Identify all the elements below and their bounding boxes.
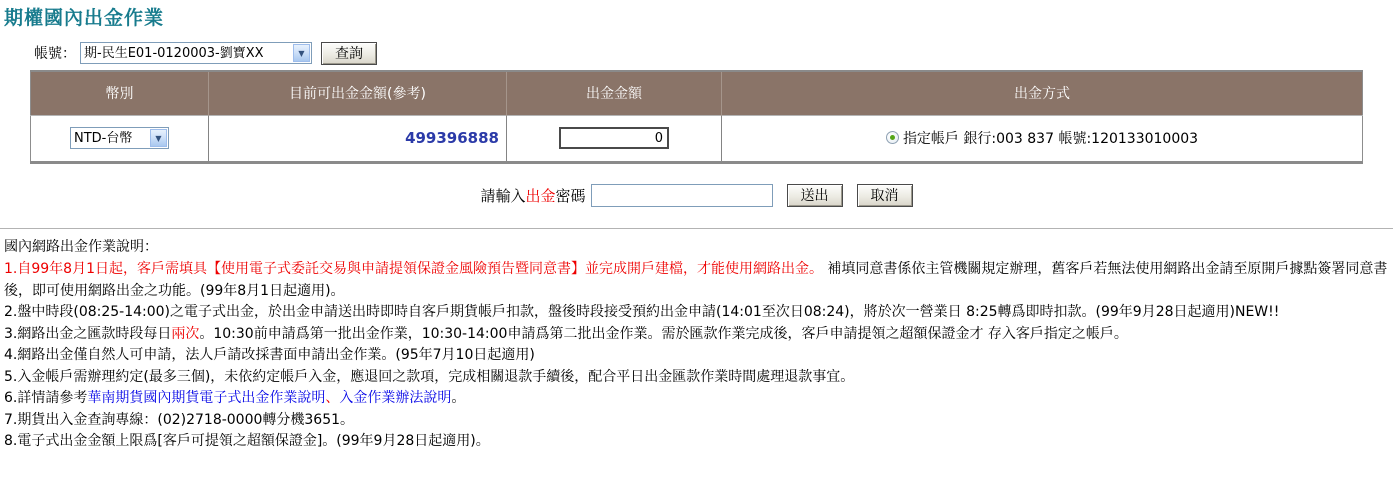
currency-select[interactable] [71,128,168,148]
note-item-3 [4,324,1390,346]
notes-list [4,259,1390,453]
col-header-available-amount: 目前可出金金額(參考) [209,71,507,115]
note-text: 5.入金帳戶需辦理約定(最多三個)，未依約定帳戶入金，應退回之款項，完成相關退款手續後，配合平日出金匯款作業時間處理退款事宜。 [4,368,855,385]
currency-select-wrap [70,127,169,149]
password-label [480,185,585,206]
currency-cell [31,115,209,162]
table-header-row [31,71,1363,115]
note-text: 兩次 [171,325,200,342]
note-item-5 [4,367,1390,389]
withdraw-amount-cell [507,115,722,162]
note-text: 8.電子式出金金額上限爲[客戶可提領之超額保證金]。(99年9月28日起適用)。 [4,433,490,449]
note-text: 6.詳情請參考 [4,390,88,406]
note-text: 、 [325,390,340,406]
chevron-down-icon: ▼ [293,44,310,62]
password-bar [0,183,1393,208]
password-label-red: 出金 [525,186,556,205]
available-amount: 499396888 [405,129,499,147]
available-amount-cell [209,115,507,162]
cancel-button[interactable]: 取消 [857,184,913,207]
submit-button[interactable]: 送出 [787,184,843,207]
account-bar [34,41,1393,65]
note-item-8 [4,431,1390,453]
designated-account-label: 指定帳戶 銀行:003 837 帳號:120133010003 [902,130,1199,147]
notes-heading: 國內網路出金作業說明： [4,238,158,255]
page-title: 期權國內出金作業 [4,7,165,29]
table-row [31,115,1363,162]
withdraw-amount-input[interactable] [559,127,669,149]
note-text: 7.期貨出入金查詢專線：(02)2718-0000轉分機3651。 [4,411,355,428]
note-text: 。 [451,390,466,406]
note-item-1 [4,259,1390,302]
note-text: 1.自99年8月1日起，客戶需填具【使用電子式委託交易與申請提領保證金風險預告暨同意書】並完成開戶建檔，才能使用網路出金。 [4,261,823,277]
designated-account-radio[interactable] [886,131,899,144]
note-item-4 [4,345,1390,367]
query-button[interactable]: 查詢 [321,42,377,65]
note-item-2 [4,302,1390,324]
notes-section [4,237,1390,453]
col-header-method: 出金方式 [722,71,1363,115]
note-link[interactable]: 華南期貨國內期貨電子式出金作業說明 [87,390,326,406]
account-label: 帳號： [34,46,76,62]
password-label-prefix: 請輸入 [480,186,526,205]
col-header-currency: 幣別 [31,71,209,115]
col-header-withdraw-amount: 出金金額 [507,71,722,115]
note-item-6 [4,388,1390,410]
password-label-suffix: 密碼 [555,186,586,205]
designated-account-option [886,128,1198,148]
note-text: 2.盤中時段(08:25-14:00)之電子式出金，於出金申請送出時即時自客戶期貨帳戶扣款，盤後時段接受預約出金申請(14:01至次日08:24)，將於次一營業日 8:25轉爲即時扣款。(99年9月28日起適用)NEW!! [4,304,1280,320]
note-text: 補填同意書係依主管機關規定辦理，舊客戶若無法使用網路出金請至原開戶據點簽署同意書後，即可使用網路出金之功能。(99年8月1日起適用)。 [4,261,1388,299]
section-divider [0,228,1393,229]
account-select[interactable] [81,43,311,63]
note-text: 。10:30前申請爲第一批出金作業，10:30-14:00申請爲第二批出金作業。需於匯款作業完成後，客戶申請提領之超額保證金才 存入客戶指定之帳戶。 [199,325,1128,342]
note-text: 4.網路出金僅自然人可申請，法人戶請改採書面申請出金作業。(95年7月10日起適用) [4,347,535,363]
note-text: 3.網路出金之匯款時段每日 [4,325,172,342]
note-item-7 [4,410,1390,432]
note-link[interactable]: 入金作業辦法說明 [339,390,452,406]
chevron-down-icon: ▼ [150,129,167,147]
account-select-wrap [80,42,312,64]
method-cell [722,115,1363,162]
withdrawal-table [30,70,1363,164]
password-input[interactable] [591,184,773,207]
